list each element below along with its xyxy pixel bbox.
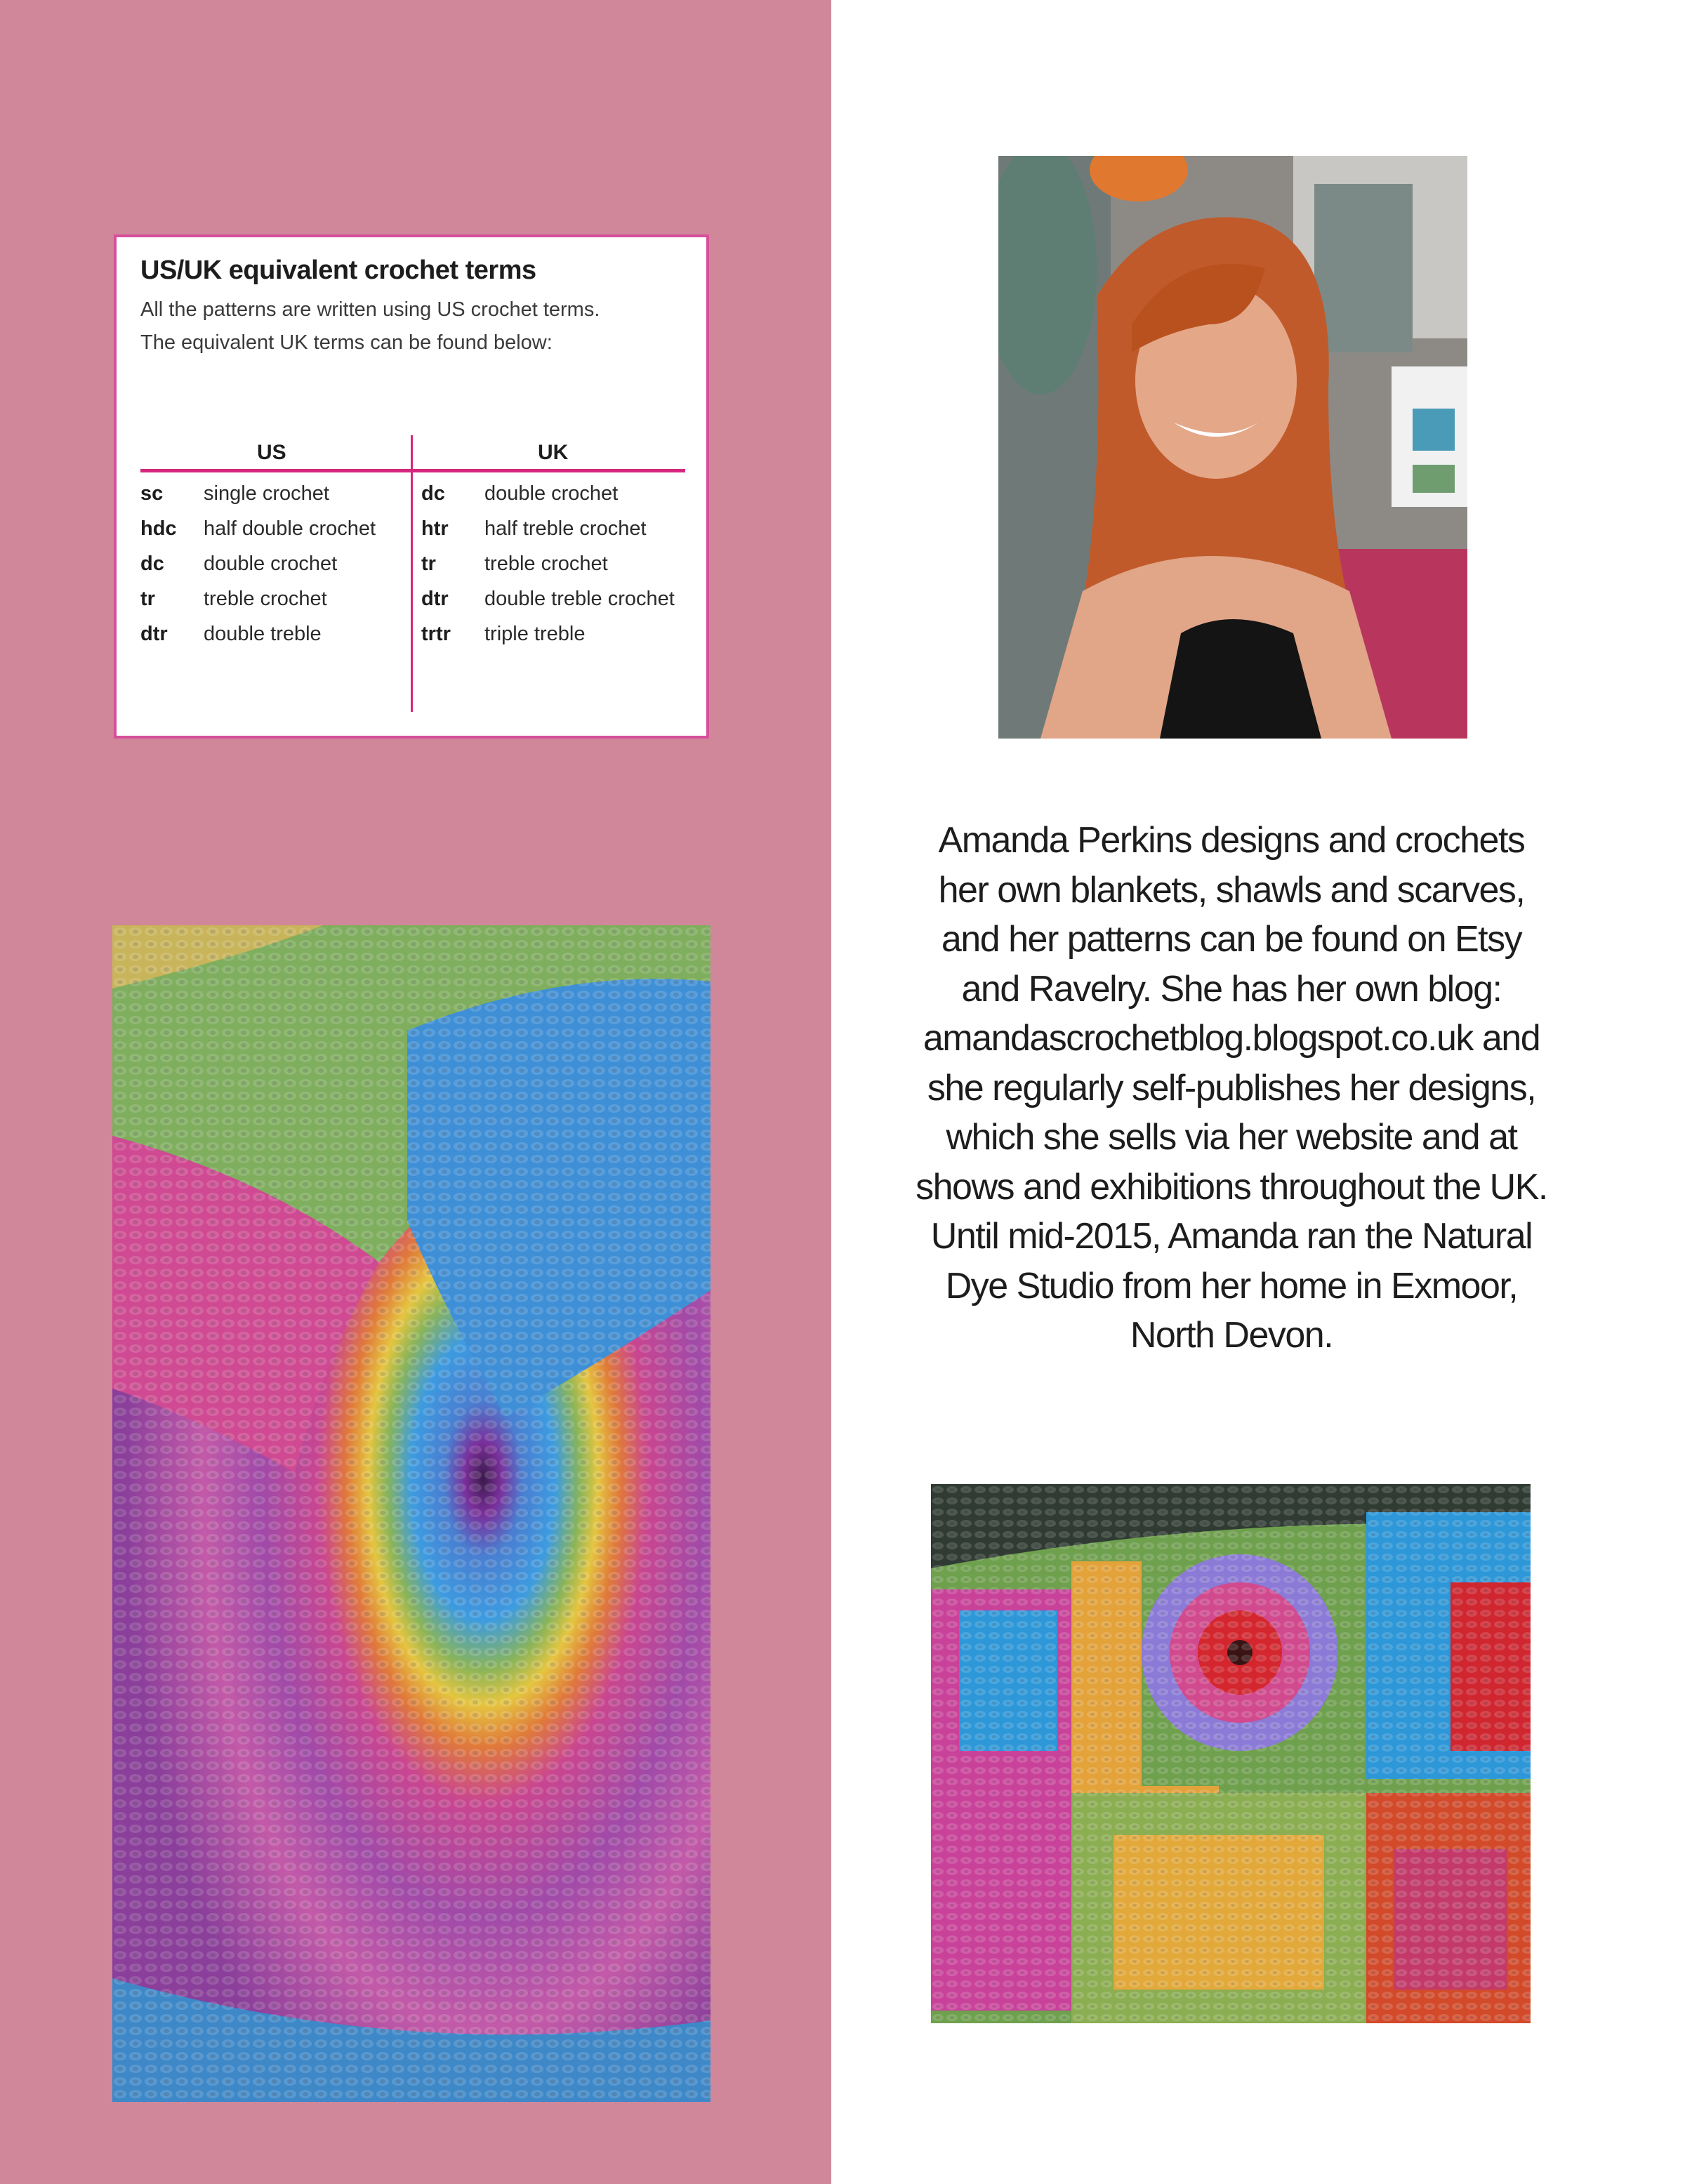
- bio-line: she regularly self-publishes her designs,: [927, 1067, 1536, 1108]
- terms-title: US/UK equivalent crochet terms: [140, 256, 536, 285]
- us-term: double crochet: [204, 552, 338, 575]
- us-term: half double crochet: [204, 517, 376, 540]
- bio-line: shows and exhibitions throughout the UK.: [916, 1166, 1547, 1207]
- uk-column-heading: UK: [538, 441, 569, 464]
- heading-rule: [140, 469, 685, 472]
- bio-line: and her patterns can be found on Etsy: [941, 919, 1522, 960]
- bio-line: her own blankets, shawls and scarves,: [938, 869, 1525, 911]
- crochet-blanket-photo: [112, 925, 711, 2102]
- terms-intro-line: All the patterns are written using US crochet terms.: [140, 298, 600, 321]
- uk-term: double crochet: [484, 482, 619, 505]
- term-row: [140, 581, 685, 616]
- terms-intro-line: The equivalent UK terms can be found below:: [140, 331, 553, 354]
- bio-line: North Devon.: [1130, 1315, 1333, 1356]
- uk-abbreviation: dtr: [421, 588, 449, 610]
- uk-abbreviation: htr: [421, 517, 449, 540]
- designer-portrait-photo: [998, 156, 1467, 739]
- us-term: double treble: [204, 623, 322, 645]
- granny-squares-photo: [931, 1484, 1531, 2023]
- us-abbreviation: hdc: [140, 517, 177, 540]
- bio-line: which she sells via her website and at: [946, 1117, 1517, 1158]
- term-row: [140, 511, 685, 546]
- us-abbreviation: dc: [140, 552, 164, 575]
- uk-abbreviation: dc: [421, 482, 445, 505]
- uk-term: double treble crochet: [484, 588, 675, 610]
- us-abbreviation: dtr: [140, 623, 168, 645]
- uk-abbreviation: tr: [421, 552, 436, 575]
- bio-line: Until mid-2015, Amanda ran the Natural: [930, 1216, 1533, 1257]
- bio-line: Dye Studio from her home in Exmoor,: [945, 1265, 1518, 1306]
- uk-term: triple treble: [484, 623, 586, 645]
- us-term: treble crochet: [204, 588, 327, 610]
- uk-term: half treble crochet: [484, 517, 647, 540]
- bio-line: Amanda Perkins designs and crochets: [938, 820, 1525, 861]
- uk-abbreviation: trtr: [421, 623, 451, 645]
- terms-intro: [140, 293, 600, 359]
- crochet-terms-box: [114, 234, 709, 739]
- terms-table: [140, 476, 685, 651]
- term-row: [140, 546, 685, 581]
- designer-bio: [880, 816, 1582, 1361]
- us-term: single crochet: [204, 482, 329, 505]
- bio-line: and Ravelry. She has her own blog:: [961, 968, 1502, 1010]
- bio-line: amandascrochetblog.blogspot.co.uk and: [923, 1018, 1540, 1059]
- us-abbreviation: tr: [140, 588, 155, 610]
- term-row: [140, 616, 685, 651]
- us-abbreviation: sc: [140, 482, 164, 505]
- term-row: [140, 476, 685, 511]
- uk-term: treble crochet: [484, 552, 608, 575]
- us-column-heading: US: [257, 441, 286, 464]
